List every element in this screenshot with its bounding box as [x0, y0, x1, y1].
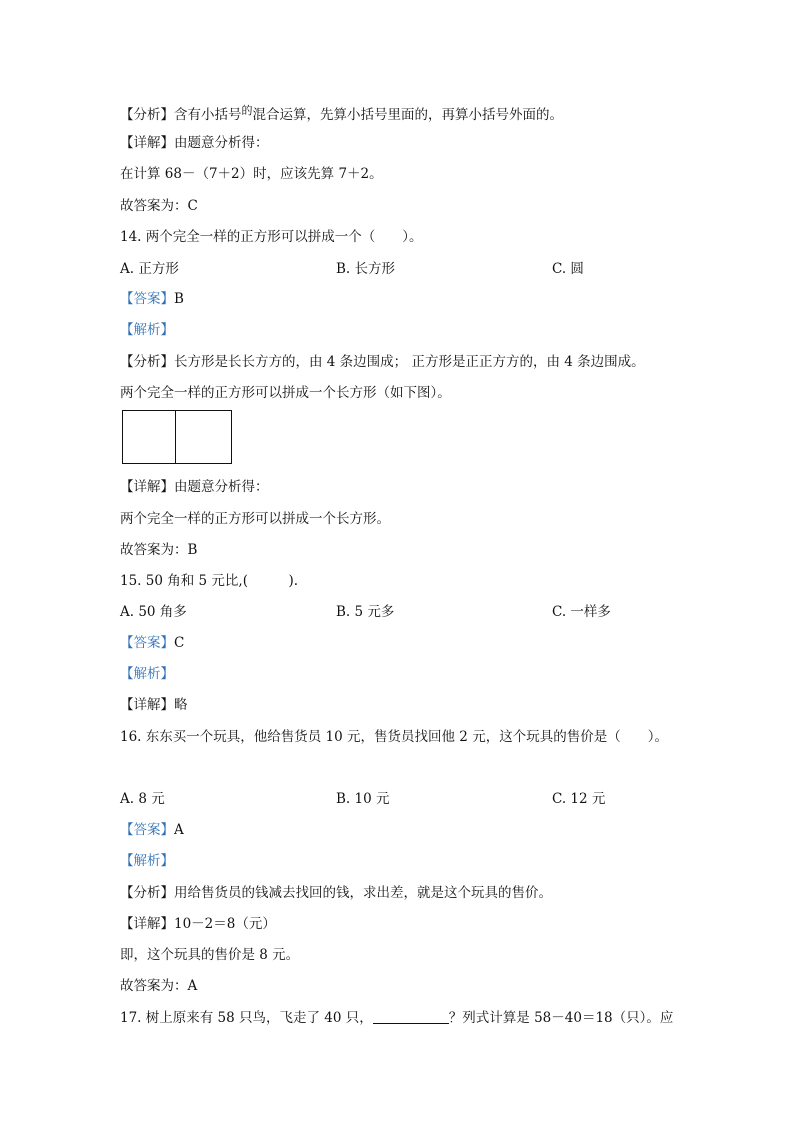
q15-option-b: B. 5 元多	[336, 604, 395, 620]
q14-question: 14. 两个完全一样的正方形可以拼成一个（ ）。	[120, 229, 423, 245]
answer-blank	[373, 1009, 449, 1024]
q14-detail-label: 【详解】由题意分析得：	[120, 479, 269, 495]
q15-option-a: A. 50 角多	[120, 604, 187, 620]
square-right	[176, 410, 232, 464]
q16-detail: 【详解】10－2＝8（元）	[120, 916, 276, 932]
q16-option-a: A. 8 元	[120, 791, 165, 807]
q13-detail-text: 在计算 68－（7＋2）时，应该先算 7＋2。	[120, 166, 383, 182]
q14-analysis: 【分析】长方形是长长方方的，由 4 条边围成； 正方形是正正方方的，由 4 条边围成。	[120, 354, 645, 370]
q16-option-b: B. 10 元	[336, 791, 390, 807]
q17-question: 17. 树上原来有 58 只鸟，飞走了 40 只， ？列式计算是 58－40＝18（只）。应	[120, 1010, 674, 1026]
q14-conclusion: 故答案为：B	[120, 542, 198, 558]
q14-analysis-2: 两个完全一样的正方形可以拼成一个长方形（如下图）。	[120, 385, 451, 401]
q15-explain-label: 【解析】	[120, 666, 174, 682]
q13-conclusion: 故答案为：C	[120, 198, 198, 214]
q14-answer: 【答案】B	[120, 291, 184, 307]
q15-question: 15. 50 角和 5 元比,( ).	[120, 573, 299, 589]
q14-option-a: A. 正方形	[120, 261, 179, 277]
q16-conclusion: 故答案为：A	[120, 978, 198, 994]
q16-option-c: C. 12 元	[552, 791, 606, 807]
q14-option-c: C. 圆	[552, 261, 584, 277]
q15-option-c: C. 一样多	[552, 604, 611, 620]
square-left	[122, 410, 176, 464]
q16-detail-2: 即，这个玩具的售价是 8 元。	[120, 947, 300, 963]
q16-explain-label: 【解析】	[120, 853, 174, 869]
q13-analysis: 【分析】含有小括号$^的$混合运算，先算小括号里面的，再算小括号外面的。	[120, 104, 563, 123]
q16-answer: 【答案】A	[120, 822, 184, 838]
q13-detail-label: 【详解】由题意分析得：	[120, 135, 269, 151]
q14-explain-label: 【解析】	[120, 322, 174, 338]
q15-detail: 【详解】略	[120, 697, 188, 713]
rectangle-diagram	[122, 410, 232, 464]
q16-question: 16. 东东买一个玩具，他给售货员 10 元，售货员找回他 2 元，这个玩具的售价是（ ）。	[120, 729, 668, 745]
q14-detail-text: 两个完全一样的正方形可以拼成一个长方形。	[120, 511, 390, 527]
q14-option-b: B. 长方形	[336, 261, 396, 277]
q16-analysis: 【分析】用给售货员的钱减去找回的钱，求出差，就是这个玩具的售价。	[120, 885, 552, 901]
q15-answer: 【答案】C	[120, 635, 185, 651]
